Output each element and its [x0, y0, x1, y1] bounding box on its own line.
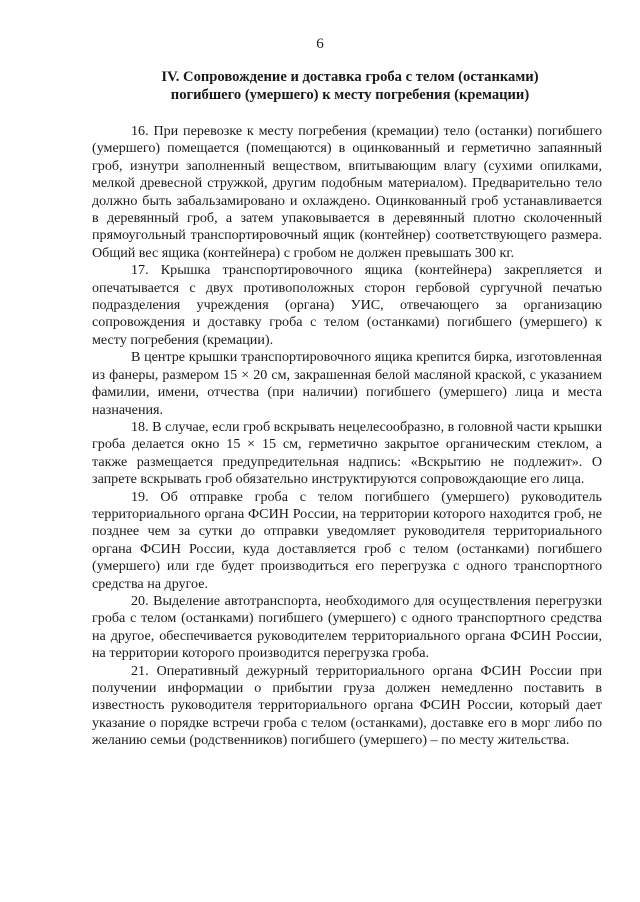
paragraph-20: 20. Выделение автотранспорта, необходимого для осуществления перегрузки гроба с телом (останками) погибшего (умершего) с одного транспортного средства на другое, обеспечивается руководителем территориального органа ФСИН России, на территории которого производится перегрузка гроба. [92, 592, 602, 662]
paragraph-18: 18. В случае, если гроб вскрывать нецелесообразно, в головной части крышки гроба делается окно 15 × 15 см, герметично закрытое органическим стеклом, а также размещается предупредительная надпись: «Вскрытию не подлежит». О запрете вскрывать гроб обязательно инструктируются сопровождающие его лица. [92, 418, 602, 488]
paragraph-21: 21. Оперативный дежурный территориального органа ФСИН России при получении информации о прибытии груза должен немедленно поставить в известность руководителя территориального органа ФСИН России, который дает указание о порядке встречи гроба с телом (останками), доставке его в морг либо по желанию семьи (родственников) погибшего (умершего) – по месту жительства. [92, 662, 602, 749]
document-body [92, 123, 602, 750]
section-heading-line-2: погибшего (умершего) к месту погребения (кремации) [170, 87, 530, 103]
paragraph-19: 19. Об отправке гроба с телом погибшего (умершего) руководитель территориального органа ФСИН России, на территории которого находится гроб, не позднее чем за сутки до отправки уведомляет руководителя территориального органа ФСИН России, куда доставляется гроб с телом (останками) погибшего (умершего) или где будет производиться его перегрузка с одного транспортного средства на другое. [92, 488, 602, 592]
paragraph-16: 16. При перевозке к месту погребения (кремации) тело (останки) погибшего (умершего) помещается (помещаются) в оцинкованный и герметично запаянный гроб, изнутри заполненный веществом, впитывающим влагу (сухими опилками, мелкой древесной стружкой, другим подобным материалом). Предварительно тело должно быть забальзамировано и охлаждено. Оцинкованный гроб устанавливается в деревянный гроб, а затем упаковывается в деревянный плотно сколоченный прямоугольный транспортировочный ящик (контейнер) соответствующего размера. Общий вес ящика (контейнера) с гробом не должен превышать 300 кг. [92, 123, 602, 261]
paragraph-17: 17. Крышка транспортировочного ящика (контейнера) закрепляется и опечатывается с двух противоположных сторон гербовой сургучной печатью подразделения учреждения (органа) УИС, отвечающего за организацию сопровождения и доставку гроба с телом (останками) погибшего (умершего) к месту погребения (кремации). [92, 262, 602, 348]
page-number: 6 [316, 36, 324, 52]
section-heading [80, 68, 620, 104]
paragraph-17-tag: В центре крышки транспортировочного ящика крепится бирка, изготовленная из фанеры, размером 15 × 20 см, закрашенная белой масляной краской, с указанием фамилии, имени, отчества (при наличии) погибшего (умершего) лица и места назначения. [92, 349, 602, 418]
section-heading-line-1: IV. Сопровождение и доставка гроба с телом (останками) [161, 69, 539, 85]
